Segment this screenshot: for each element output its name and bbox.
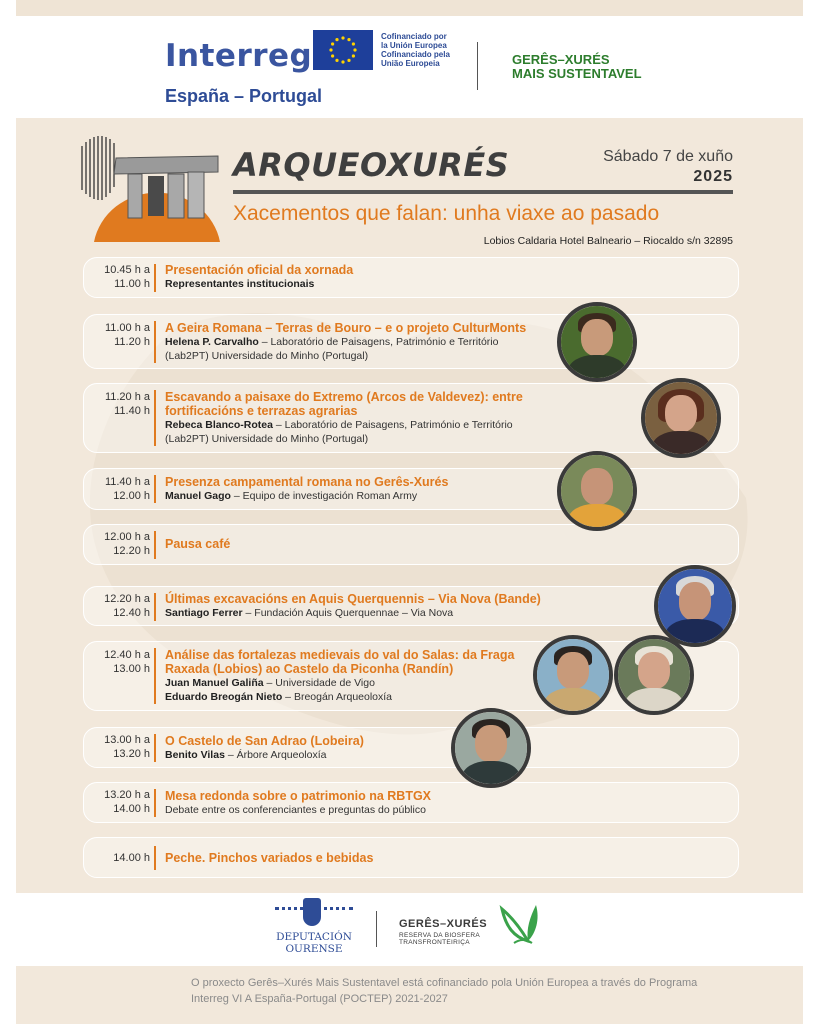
agenda-row	[83, 837, 739, 878]
agenda-speaker: Juan Manuel Galiña	[165, 677, 264, 689]
agenda-time: 14.00 h	[113, 852, 150, 864]
agenda-time: 12.00 h a 12.20 h	[104, 531, 150, 557]
project-name: GERÊS–XURÉS MAIS SUSTENTAVEL	[512, 52, 642, 81]
agenda-content: Últimas excavacións en Aquis Querquennis – Via Nova (Bande) Santiago Ferrer – Fundación Aquis Querquennae – Via Nova	[165, 592, 541, 619]
speaker-photo	[533, 635, 613, 715]
agenda-title: Mesa redonda sobre o patrimonio na RBTGX	[165, 789, 432, 803]
reserve-subtitle: RESERVA DA BIOSFERA TRANSFRONTEIRIÇA	[399, 932, 480, 946]
agenda-title: Análise das fortalezas medievais do val do Salas: da Fraga	[165, 648, 515, 662]
agenda-time: 13.00 h a 13.20 h	[104, 734, 150, 760]
agenda-speaker: Benito Vilas	[165, 749, 225, 761]
agenda-speaker: Manuel Gago	[165, 490, 231, 502]
agenda-content	[165, 789, 431, 817]
footer-divider	[376, 911, 377, 947]
agenda-time: 11.20 h a 11.40 h	[104, 391, 150, 417]
agenda-title: A Geira Romana – Terras de Bouro – e o projeto CulturMonts	[165, 321, 527, 335]
agenda-content: Escavando a paisaxe do Extremo (Arcos de Valdevez): entre fortificacións e terrazas agrarias Rebeca Blanco-Rotea – Laboratório de Paisagens, Património e Território (Lab2PT) Universidade do Minho (Portugal)	[165, 390, 605, 446]
speaker-photo	[557, 302, 637, 382]
agenda-content: O Castelo de San Adrao (Lobeira) Benito Vilas – Árbore Arqueoloxía	[165, 734, 364, 761]
eu-flag-icon	[313, 30, 373, 70]
agenda-speaker: Santiago Ferrer	[165, 607, 243, 619]
program-panel	[16, 118, 803, 893]
agenda-row	[83, 257, 739, 298]
agenda-row	[83, 782, 739, 823]
speaker-photo	[641, 378, 721, 458]
funding-note: O proxecto Gerês–Xurés Mais Sustentavel está cofinanciado pola Unión Europea a través do Programa Interreg VI A España-Portugal (POCTEP) 2021-2027	[16, 966, 803, 1024]
event-subtitle: Xacementos que falan: unha viaxe ao pasado	[233, 202, 660, 225]
agenda-content	[165, 537, 230, 551]
agenda-content	[165, 851, 373, 865]
eu-cofunding-text: Cofinanciado por la Unión Europea Cofinanciado pela União Europeia	[381, 32, 450, 68]
agenda-time: 11.40 h a 12.00 h	[104, 476, 150, 502]
agenda-title: Pausa café	[165, 537, 231, 551]
reserve-name: GERÊS–XURÉS	[399, 918, 488, 930]
event-year: 2025	[693, 168, 733, 185]
top-strip	[16, 0, 803, 16]
title-rule	[233, 190, 733, 194]
speaker-photo	[557, 451, 637, 531]
agenda-title: Presenza campamental romana no Gerês-Xurés	[165, 475, 449, 489]
speaker-photo	[451, 708, 531, 788]
deputacion-name: DEPUTACIÓN OURENSE	[276, 931, 352, 955]
agenda-row	[83, 314, 739, 369]
agenda-content	[165, 263, 353, 291]
agenda-title: Peche. Pinchos variados e bebidas	[165, 851, 374, 865]
footer-logos	[0, 893, 819, 966]
agenda-speaker: Eduardo Breogán Nieto	[165, 691, 283, 703]
agenda-title: Escavando a paisaxe do Extremo (Arcos de Valdevez): entre	[165, 390, 523, 404]
event-title: ARQUEOXURÉS	[233, 146, 510, 184]
dolmen-logo-icon	[78, 128, 228, 246]
agenda-row	[83, 468, 739, 510]
speaker-photo	[654, 565, 736, 647]
crown-crest-icon	[303, 898, 321, 926]
agenda-note: Debate entre os conferenciantes e preguntas do público	[165, 804, 426, 816]
speaker-photo	[614, 635, 694, 715]
agenda-content: Análise das fortalezas medievais do val do Salas: da Fraga Raxada (Lobios) ao Castelo da Piconha (Randín) Juan Manuel Galiña – Universidade de Vigo Eduardo Breogán Nieto – Breogán Arqueoloxía	[165, 648, 545, 704]
event-date: Sábado 7 de xuño	[603, 148, 733, 165]
agenda-speaker: Representantes institucionais	[165, 278, 315, 290]
agenda-time: 11.00 h a 11.20 h	[104, 322, 150, 348]
agenda-row	[83, 524, 739, 565]
agenda-content: Presenza campamental romana no Gerês-Xurés Manuel Gago – Equipo de investigación Roman Army	[165, 475, 449, 502]
agenda-speaker: Rebeca Blanco-Rotea	[165, 419, 273, 431]
event-venue: Lobios Caldaria Hotel Balneario – Riocaldo s/n 32895	[483, 235, 733, 247]
agenda-time: 10.45 h a 11.00 h	[104, 264, 150, 290]
header-divider	[477, 42, 478, 90]
agenda-time: 13.20 h a 14.00 h	[104, 789, 150, 815]
agenda-title: O Castelo de San Adrao (Lobeira)	[165, 734, 364, 748]
leaf-logo-icon	[496, 903, 542, 947]
agenda-row	[83, 727, 739, 768]
sponsor-header	[0, 16, 819, 118]
agenda-time: 12.20 h a 12.40 h	[104, 593, 150, 619]
program-region: España – Portugal	[165, 86, 323, 106]
agenda-speaker: Helena P. Carvalho	[165, 336, 259, 348]
agenda-row	[83, 586, 739, 626]
agenda-time: 12.40 h a 13.00 h	[104, 649, 150, 675]
agenda-content: A Geira Romana – Terras de Bouro – e o projeto CulturMonts Helena P. Carvalho – Laboratório de Paisagens, Património e Território (Lab2PT) Universidade do Minho (Portugal)	[165, 321, 565, 363]
agenda-title: Presentación oficial da xornada	[165, 263, 354, 277]
agenda-title: Últimas excavacións en Aquis Querquennis – Via Nova (Bande)	[165, 592, 541, 606]
interreg-logo: Interreg	[165, 38, 313, 74]
